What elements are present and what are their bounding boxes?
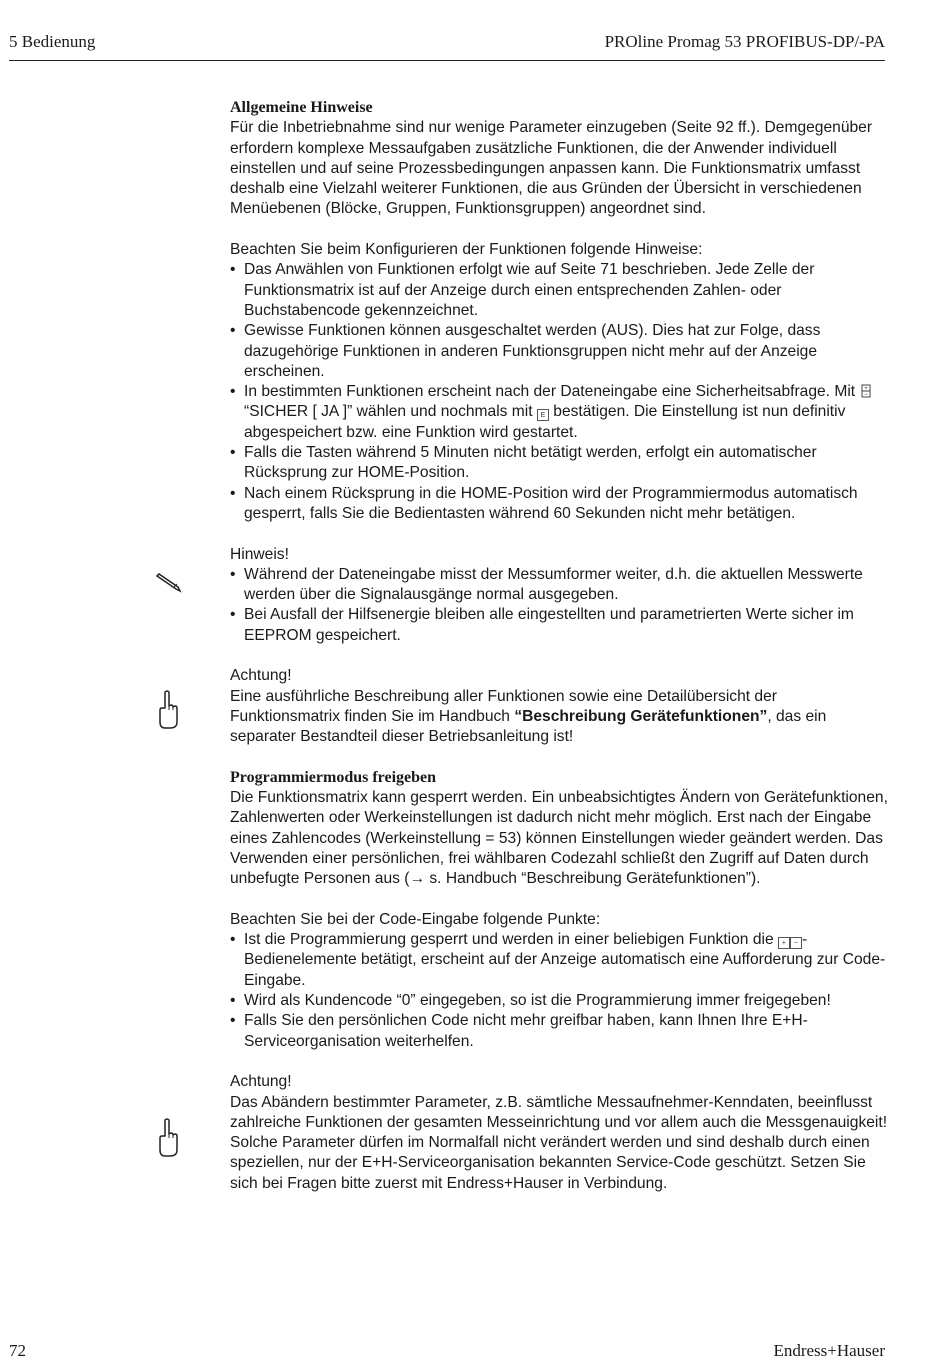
bullet-list	[230, 565, 890, 646]
warning-title: Achtung!	[230, 667, 292, 685]
bullet-list	[230, 930, 890, 1052]
paragraph: Das Abändern bestimmter Parameter, z.B. sämtliche Messaufnehmer-Kenndaten, beeinflusst zahlreiche Funktionen der gesamten Messeinrichtung und vor allem auch die Messgenauigkeit! Solche Parameter dürfen im Normalfall nicht verändert werden und sind deshalb durch einen speziellen, nur der E+H-Serviceorganisation bekannten Service-Code geschützt. Setzen Sie sich bei Fragen bitte zuerst mit Endress+Hauser in Verbindung.	[230, 1093, 888, 1192]
minus-key-icon: −	[790, 937, 802, 949]
enter-key-icon: E	[537, 409, 549, 421]
paragraph: Beachten Sie beim Konfigurieren der Funktionen folgende Hinweise:	[230, 241, 703, 259]
page-header	[9, 30, 885, 61]
brand-name: Endress+Hauser	[773, 1341, 885, 1360]
list-item: • Gewisse Funktionen können ausgeschaltet werden (AUS). Dies hat zur Folge, dass dazugehörige Funktionen in anderen Funktionsgruppen nicht mehr auf der Anzeige erscheinen.	[230, 321, 890, 382]
page-number: 72	[9, 1341, 26, 1360]
list-item: • Bei Ausfall der Hilfsenergie bleiben alle eingestellten und parametrierten Werte sicher im EEPROM gespeichert.	[230, 605, 890, 646]
list-item: • Falls die Tasten während 5 Minuten nicht betätigt werden, erfolgt ein automatischer Rücksprung zur HOME-Position.	[230, 443, 890, 484]
paragraph: Für die Inbetriebnahme sind nur wenige Parameter einzugeben (Seite 92 ff.). Demgegenüber erfordern komplexe Messaufgaben zusätzliche Funktionen, die der Anwender individuell einstellen und auf seine Prozessbedingungen anpassen kann. Die Funktionsmatrix umfasst deshalb eine Vielzahl weiterer Funktionen, die aus Gründen der Übersicht in verschiedenen Menüebenen (Blöcke, Gruppen, Funktionsgruppen) angeordnet sind.	[230, 119, 873, 218]
paragraph: Die Funktionsmatrix kann gesperrt werden. Ein unbeabsichtigtes Ändern von Gerätefunktionen, Zahlenwerten oder Werkeinstellungen ist dadurch nicht mehr möglich. Erst nach der Eingabe eines Zahlencodes (Werkeinstellung = 53) können Einstellungen wieder geändert werden. Das Verwenden einer persönlichen, frei wählbaren Codezahl schließt den Zugriff auf Daten durch unbefugte Personen aus (→ s. Handbuch “Beschreibung Gerätefunktionen”).	[230, 789, 888, 888]
raised-finger-icon	[157, 690, 181, 735]
note-title: Hinweis!	[230, 545, 289, 563]
section-heading: Programmiermodus freigeben	[230, 768, 437, 786]
svg-text:+: +	[864, 386, 869, 393]
warning-title: Achtung!	[230, 1073, 292, 1091]
pencil-icon	[154, 572, 184, 599]
main-content	[230, 98, 890, 1194]
chapter-title: 5 Bedienung	[9, 32, 96, 51]
raised-finger-icon	[157, 1118, 181, 1163]
list-item: • Während der Dateneingabe misst der Messumformer weiter, d.h. die aktuellen Messwerte werden über die Signalausgänge normal ausgegeben.	[230, 565, 890, 606]
paragraph: Eine ausführliche Beschreibung aller Funktionen sowie eine Detailübersicht der Funktionsmatrix finden Sie im Handbuch “Beschreibung Gerätefunktionen”, das ein separater Bestandteil dieser Betriebsanleitung ist!	[230, 687, 827, 746]
svg-text:−: −	[864, 392, 869, 399]
list-item: • Das Anwählen von Funktionen erfolgt wie auf Seite 71 beschrieben. Jede Zelle der Funktionsmatrix ist auf der Anzeige durch einen entsprechenden Zahlen- oder Buchstabencode gekennzeichnet.	[230, 260, 890, 321]
plus-minus-key-icon	[859, 383, 873, 400]
bullet-list	[230, 260, 890, 524]
list-item: • In bestimmten Funktionen erscheint nach der Dateneingabe eine Sicherheitsabfrage. Mit + − “SICHER [ JA ]” wählen und nochmals mit E bestätigen. Die Einstellung ist nun definitiv abgespeichert bzw. eine Funktion wird gestartet.	[230, 382, 890, 443]
list-item: • Falls Sie den persönlichen Code nicht mehr greifbar haben, kann Ihnen Ihre E+H-Serviceorganisation weiterhelfen.	[230, 1011, 890, 1052]
list-item: • Nach einem Rücksprung in die HOME-Position wird der Programmiermodus automatisch gesperrt, falls Sie die Bedientasten während 60 Sekunden nicht mehr betätigen.	[230, 484, 890, 525]
document-title: PROline Promag 53 PROFIBUS-DP/-PA	[604, 32, 885, 51]
section-heading: Allgemeine Hinweise	[230, 99, 373, 116]
list-item: • Wird als Kundencode “0” eingegeben, so ist die Programmierung immer freigegeben!	[230, 991, 890, 1011]
list-item: • Ist die Programmierung gesperrt und werden in einer beliebigen Funktion die + − -Bedienelemente betätigt, erscheint auf der Anzeige automatisch eine Aufforderung zur Code-Eingabe.	[230, 930, 890, 991]
paragraph: Beachten Sie bei der Code-Eingabe folgende Punkte:	[230, 910, 601, 928]
plus-key-icon: +	[778, 937, 790, 949]
